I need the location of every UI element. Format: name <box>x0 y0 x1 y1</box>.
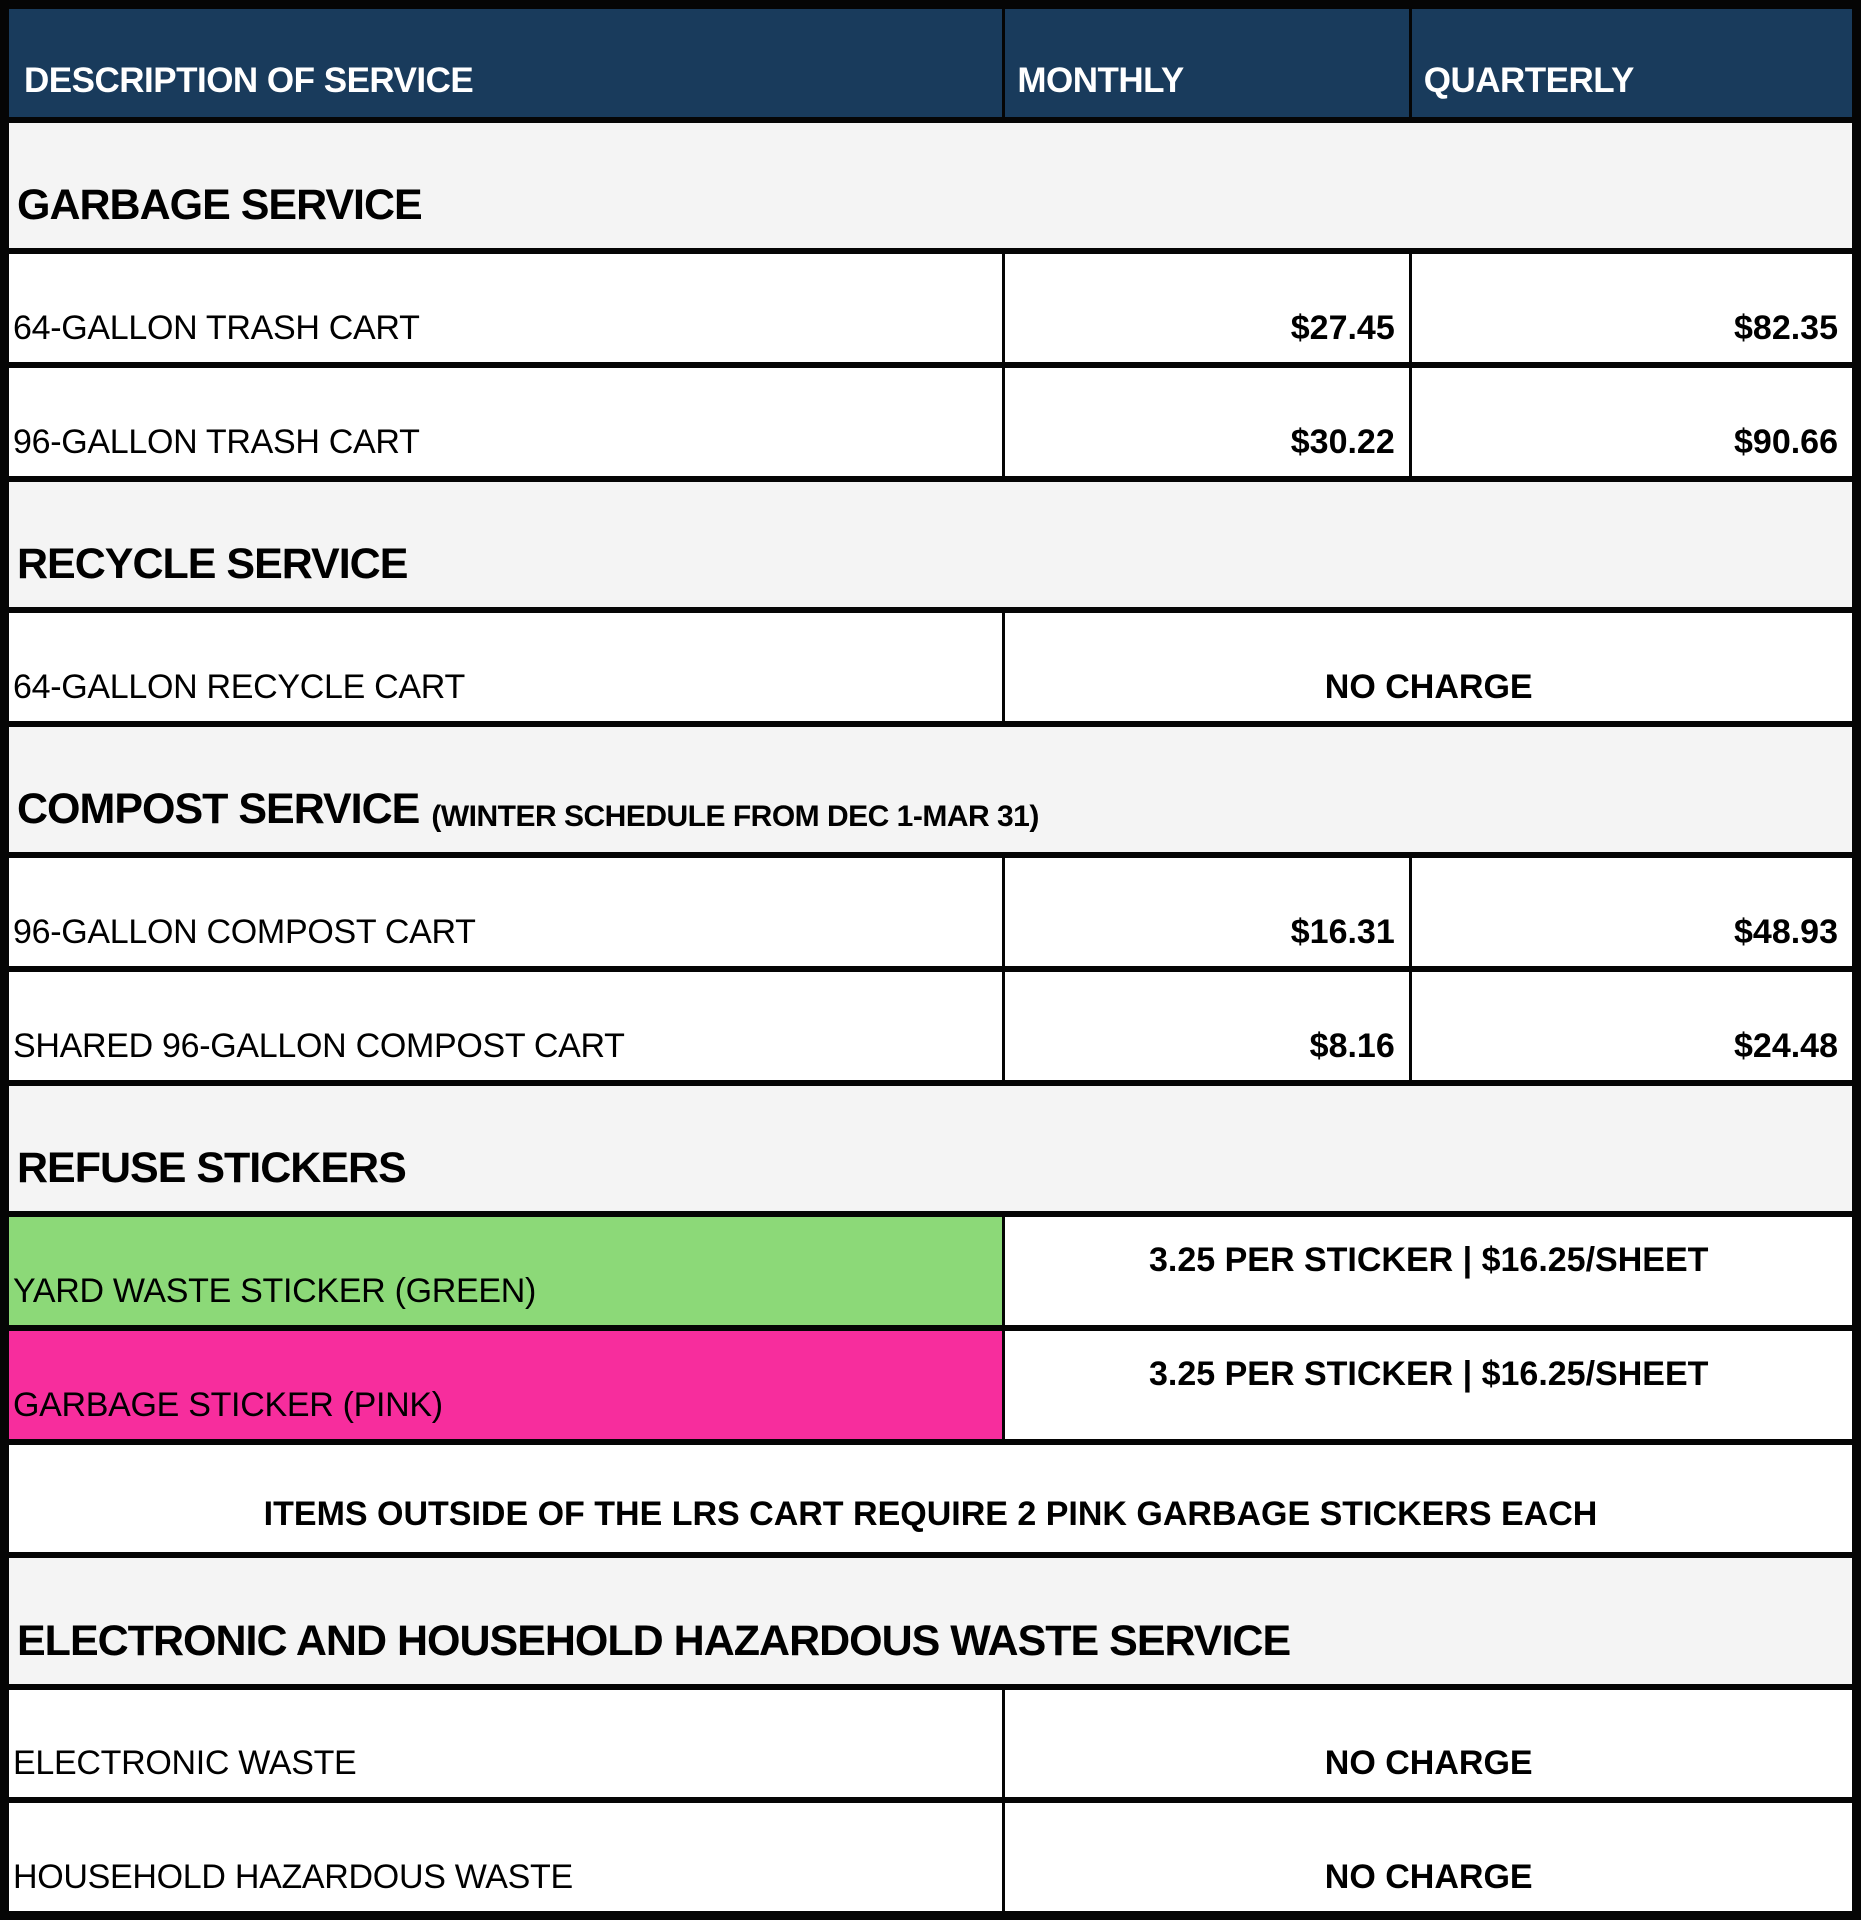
col-header-quarterly: QUARTERLY <box>1409 9 1852 117</box>
table-row-96-gallon-trash-cart <box>9 362 1852 476</box>
service-label: 96-GALLON TRASH CART <box>13 422 420 461</box>
service-label: 64-GALLON TRASH CART <box>13 308 420 347</box>
section-garbage-service <box>9 117 1852 249</box>
quarterly-price: $24.48 <box>1409 972 1852 1080</box>
section-title: COMPOST SERVICE <box>17 785 420 834</box>
quarterly-price: $82.35 <box>1409 254 1852 362</box>
table-row-sticker-note <box>9 1439 1852 1553</box>
section-recycle-service <box>9 476 1852 608</box>
sticker-price: 3.25 PER STICKER | $16.25/SHEET <box>1002 1331 1852 1439</box>
section-title: ELECTRONIC AND HOUSEHOLD HAZARDOUS WASTE SERVICE <box>17 1616 1291 1665</box>
no-charge-value: NO CHARGE <box>1002 1803 1852 1911</box>
no-charge-value: NO CHARGE <box>1002 1690 1852 1798</box>
table-row-garbage-sticker <box>9 1325 1852 1439</box>
service-label: 96-GALLON COMPOST CART <box>13 913 476 951</box>
section-electronic-hazardous-waste <box>9 1552 1852 1684</box>
service-label: SHARED 96-GALLON COMPOST CART <box>13 1026 625 1065</box>
sticker-note-text: ITEMS OUTSIDE OF THE LRS CART REQUIRE 2 PINK GARBAGE STICKERS EACH <box>263 1495 1598 1534</box>
service-label: ELECTRONIC WASTE <box>13 1744 357 1783</box>
col-header-monthly: MONTHLY <box>1002 9 1408 117</box>
table-row-64-gallon-trash-cart <box>9 248 1852 362</box>
sticker-label-pink-swatch: GARBAGE STICKER (PINK) <box>9 1331 1002 1439</box>
table-row-64-gallon-recycle-cart <box>9 607 1852 721</box>
quarterly-price: $48.93 <box>1409 858 1852 966</box>
section-refuse-stickers <box>9 1080 1852 1212</box>
section-title: GARBAGE SERVICE <box>17 181 422 230</box>
service-label: HOUSEHOLD HAZARDOUS WASTE <box>13 1858 573 1896</box>
table-row-electronic-waste <box>9 1684 1852 1798</box>
sticker-price: 3.25 PER STICKER | $16.25/SHEET <box>1002 1217 1852 1325</box>
section-subtitle: (WINTER SCHEDULE FROM DEC 1-MAR 31) <box>431 800 1039 834</box>
col-header-description: DESCRIPTION OF SERVICE <box>24 60 474 100</box>
table-row-shared-96-gallon-compost-cart <box>9 966 1852 1080</box>
service-label: 64-GALLON RECYCLE CART <box>13 667 465 706</box>
section-title: REFUSE STICKERS <box>17 1144 406 1193</box>
table-row-yard-waste-sticker <box>9 1211 1852 1325</box>
table-row-96-gallon-compost-cart <box>9 852 1852 966</box>
table-header-row <box>9 9 1852 117</box>
monthly-price: $30.22 <box>1002 368 1408 476</box>
monthly-price: $27.45 <box>1002 254 1408 362</box>
sticker-label-green-swatch: YARD WASTE STICKER (GREEN) <box>9 1217 1002 1325</box>
section-compost-service <box>9 721 1852 853</box>
section-title: RECYCLE SERVICE <box>17 540 408 589</box>
monthly-price: $8.16 <box>1002 972 1408 1080</box>
monthly-price: $16.31 <box>1002 858 1408 966</box>
no-charge-value: NO CHARGE <box>1002 613 1852 721</box>
quarterly-price: $90.66 <box>1409 368 1852 476</box>
table-row-household-hazardous-waste <box>9 1797 1852 1911</box>
